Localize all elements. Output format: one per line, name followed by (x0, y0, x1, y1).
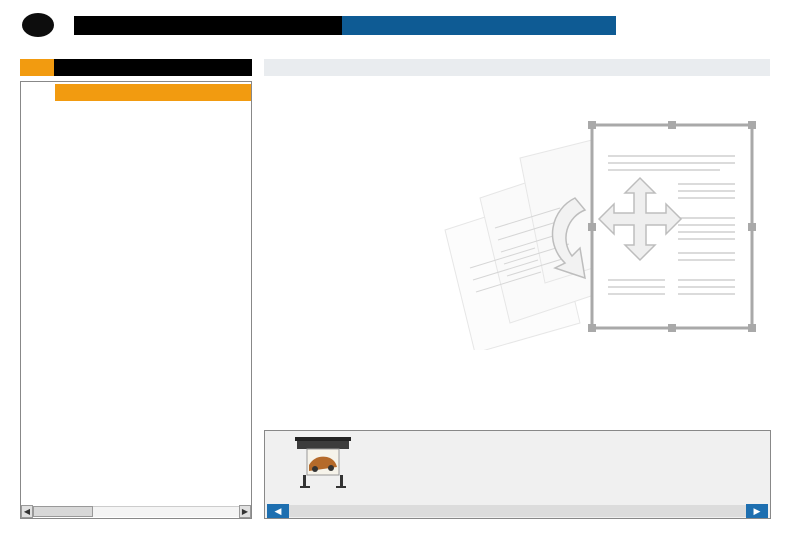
device-scroll-right-icon[interactable]: ▶ (746, 504, 768, 518)
sidebar-scrollbar-thumb[interactable] (33, 506, 93, 517)
sidebar (20, 81, 252, 519)
section-title (54, 59, 252, 76)
scroll-left-icon[interactable]: ◀ (21, 505, 33, 518)
plotter-icon (293, 435, 353, 489)
scroll-right-icon[interactable]: ▶ (239, 505, 251, 518)
device-scrollbar-track[interactable] (289, 505, 746, 517)
hp-logo-mark (22, 13, 54, 37)
device-dj800[interactable] (293, 435, 353, 505)
section-accent (20, 59, 54, 76)
device-scroll-left-icon[interactable]: ◀ (267, 504, 289, 518)
app-title (74, 16, 342, 35)
how-do-i-header (55, 84, 251, 101)
device-panel (264, 430, 771, 519)
title-bar-extension (342, 16, 616, 35)
rotation-illustration (440, 118, 760, 350)
content-toolbar (264, 59, 770, 76)
hp-logo (20, 12, 58, 46)
